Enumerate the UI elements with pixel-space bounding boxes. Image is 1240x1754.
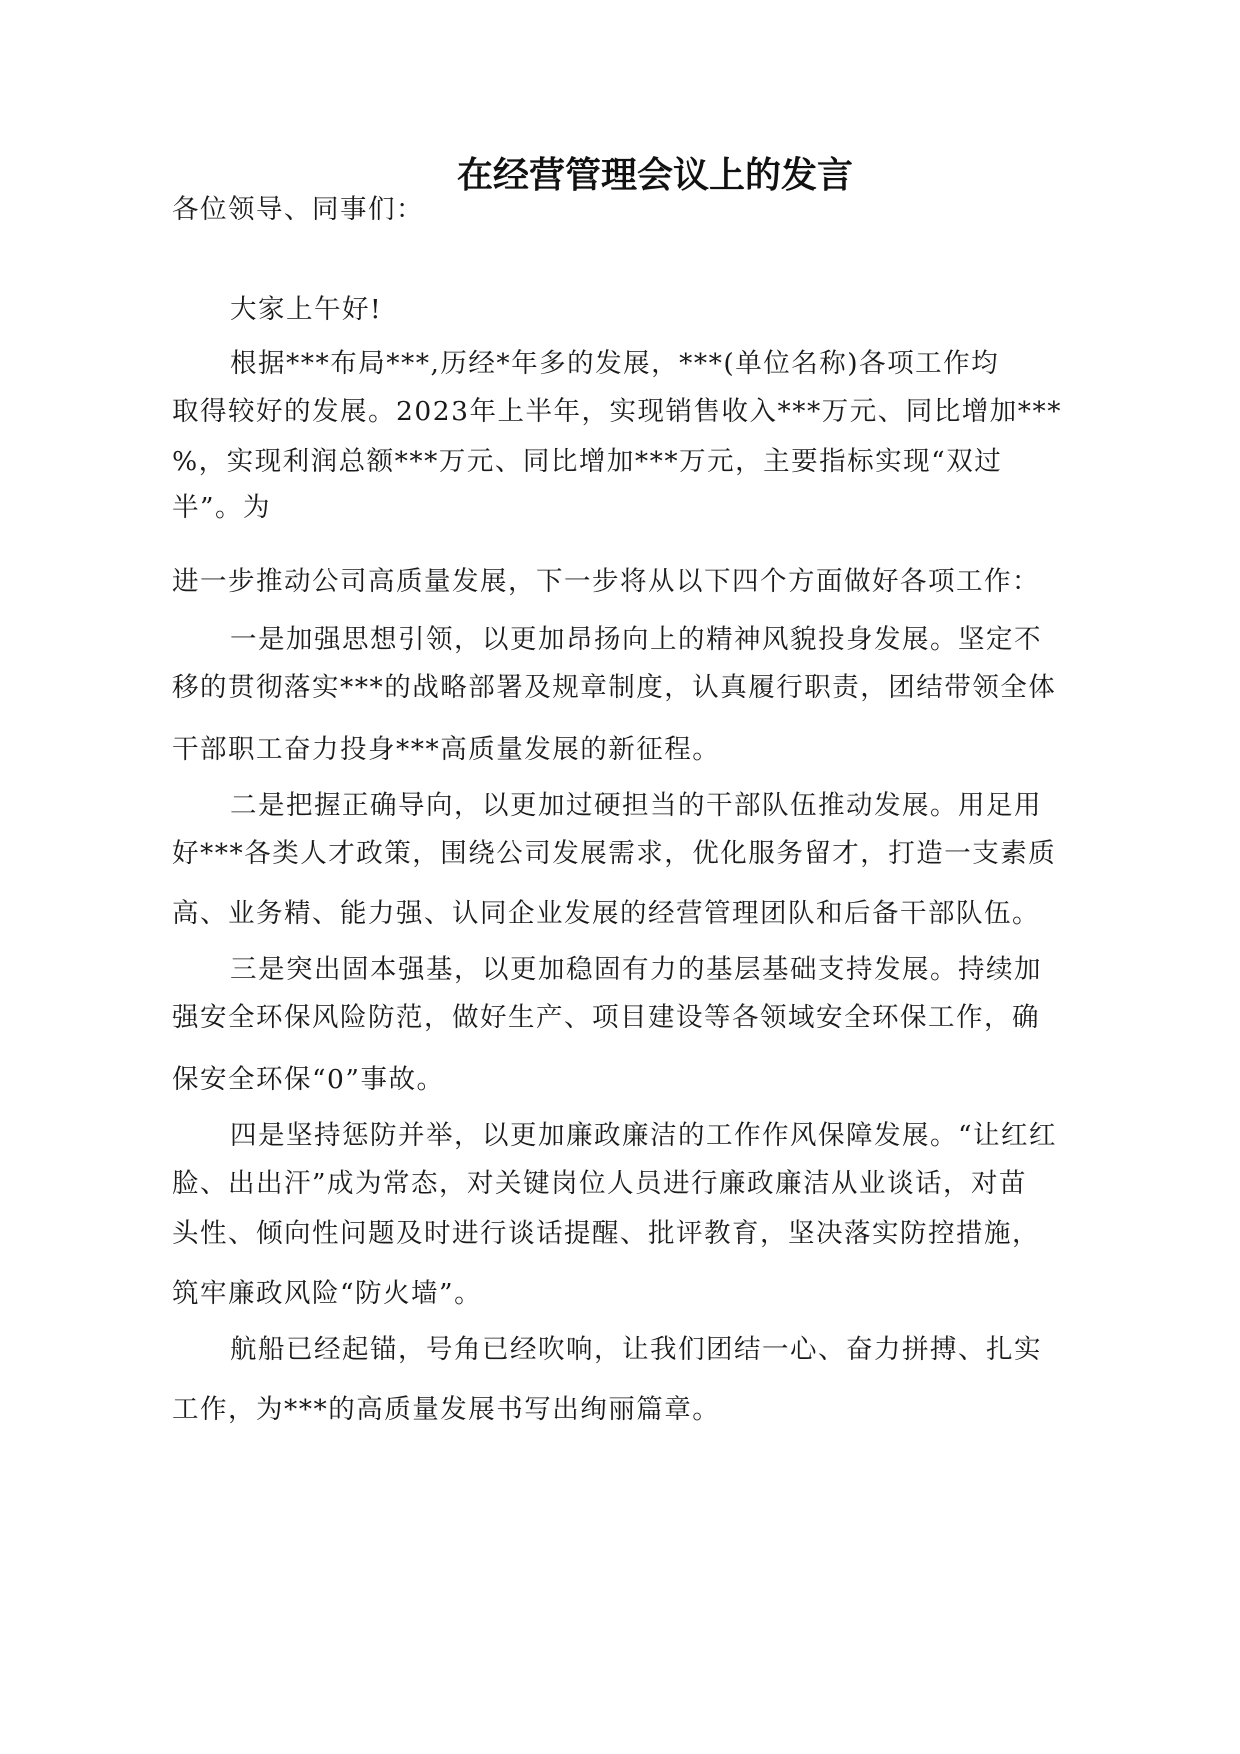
- paragraph-point-4-line-4: 筑牢廉政风险“防火墙”。: [172, 1278, 483, 1309]
- paragraph-point-1-line-2: 移的贯彻落实***的战略部署及规章制度，认真履行职责，团结带领全体: [172, 672, 1057, 703]
- greeting: 大家上午好!: [230, 294, 383, 325]
- paragraph-point-2-line-3: 高、业务精、能力强、认同企业发展的经营管理团队和后备干部队伍。: [172, 898, 1040, 929]
- paragraph-intro-line-2: 取得较好的发展。2023年上半年，实现销售收入***万元、同比增加***: [172, 396, 1062, 427]
- paragraph-intro-line-1: 根据***布局***,历经*年多的发展，***(单位名称)各项工作均: [230, 348, 1000, 379]
- paragraph-point-3-line-1: 三是突出固本强基，以更加稳固有力的基层基础支持发展。持续加: [230, 954, 1042, 985]
- paragraph-closing-line-2: 工作，为***的高质量发展书写出绚丽篇章。: [172, 1394, 721, 1425]
- document-title: 在经营管理会议上的发言: [456, 155, 853, 196]
- salutation: 各位领导、同事们：: [172, 194, 424, 225]
- paragraph-point-3-line-2: 强安全环保风险防范，做好生产、项目建设等各领域安全环保工作，确: [172, 1002, 1040, 1033]
- paragraph-point-1-line-1: 一是加强思想引领，以更加昂扬向上的精神风貌投身发展。坚定不: [230, 624, 1042, 655]
- paragraph-point-1-line-3: 干部职工奋力投身***高质量发展的新征程。: [172, 734, 721, 765]
- paragraph-point-4-line-2: 脸、出出汗”成为常态，对关键岗位人员进行廉政廉洁从业谈话，对苗: [172, 1168, 1028, 1199]
- paragraph-intro-line-4: 半”。为: [172, 492, 272, 523]
- paragraph-point-2-line-1: 二是把握正确导向，以更加过硬担当的干部队伍推动发展。用足用: [230, 790, 1042, 821]
- paragraph-point-4-line-3: 头性、倾向性问题及时进行谈话提醒、批评教育，坚决落实防控措施，: [172, 1218, 1040, 1249]
- paragraph-point-4-line-1: 四是坚持惩防并举，以更加廉政廉洁的工作作风保障发展。“让红红: [230, 1120, 1058, 1151]
- paragraph-point-2-line-2: 好***各类人才政策，围绕公司发展需求，优化服务留才，打造一支素质: [172, 838, 1057, 869]
- paragraph-closing-line-1: 航船已经起锚，号角已经吹响，让我们团结一心、奋力拼搏、扎实: [230, 1334, 1042, 1365]
- paragraph-transition: 进一步推动公司高质量发展，下一步将从以下四个方面做好各项工作：: [172, 566, 1040, 597]
- paragraph-point-3-line-3: 保安全环保“0”事故。: [172, 1064, 445, 1095]
- paragraph-intro-line-3: %，实现利润总额***万元、同比增加***万元，主要指标实现“双过: [172, 446, 1003, 477]
